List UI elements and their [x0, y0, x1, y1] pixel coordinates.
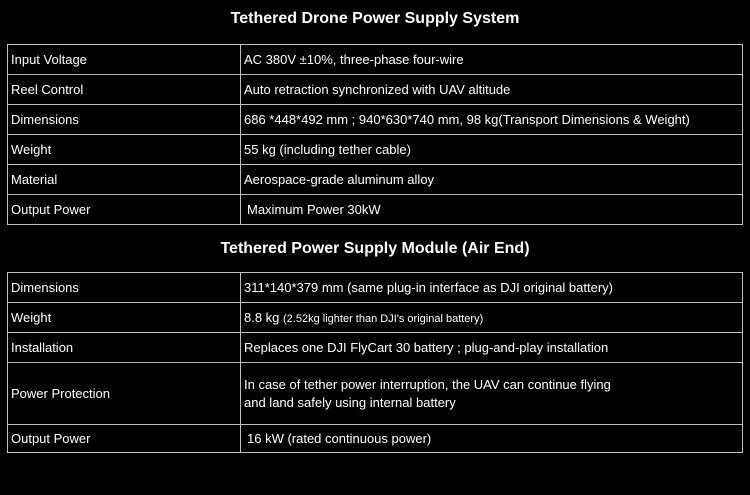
- weight-note: (2.52kg lighter than DJI's original battery): [283, 313, 484, 325]
- row-value: 16 kW (rated continuous power): [241, 425, 743, 453]
- row-value: [241, 303, 743, 333]
- row-value: [241, 105, 743, 135]
- module-spec-table: [7, 272, 743, 453]
- system-spec-table: [7, 44, 743, 225]
- row-label: Dimensions: [8, 273, 241, 303]
- table-row: [8, 273, 743, 303]
- dimensions-value: 686 *448*492 mm ; 940*630*740 mm, 98 kg: [244, 112, 499, 127]
- row-label: Weight: [8, 303, 241, 333]
- row-label: Reel Control: [8, 75, 241, 105]
- table-row: [8, 425, 743, 453]
- weight-value: 8.8 kg: [244, 310, 280, 325]
- row-label: Material: [8, 165, 241, 195]
- row-label: Weight: [8, 135, 241, 165]
- dimensions-note: (Transport Dimensions & Weight): [498, 112, 690, 127]
- protection-line-1: In case of tether power interruption, the UAV can continue flying: [244, 376, 611, 392]
- row-value: 55 kg (including tether cable): [241, 135, 743, 165]
- row-label: Dimensions: [8, 105, 241, 135]
- protection-line-2: and land safely using internal battery: [244, 394, 456, 410]
- table-row: [8, 165, 743, 195]
- system-section-title: Tethered Drone Power Supply System: [230, 10, 520, 27]
- row-value: Auto retraction synchronized with UAV altitude: [241, 75, 743, 105]
- module-section-title: Tethered Power Supply Module (Air End): [220, 240, 530, 257]
- row-value: Aerospace-grade aluminum alloy: [241, 165, 743, 195]
- row-label: Power Protection: [8, 363, 241, 425]
- table-row: [8, 75, 743, 105]
- row-value: Replaces one DJI FlyCart 30 battery ; plug-and-play installation: [241, 333, 743, 363]
- row-value: Maximum Power 30kW: [241, 195, 743, 225]
- table-row: [8, 333, 743, 363]
- row-value: [241, 363, 743, 425]
- row-label: Installation: [8, 333, 241, 363]
- table-row: [8, 195, 743, 225]
- table-row: [8, 105, 743, 135]
- row-label: Output Power: [8, 425, 241, 453]
- table-row: [8, 303, 743, 333]
- row-label: Output Power: [8, 195, 241, 225]
- row-label: Input Voltage: [8, 45, 241, 75]
- table-row: [8, 135, 743, 165]
- row-value: 311*140*379 mm (same plug-in interface as DJI original battery): [241, 273, 743, 303]
- row-value: AC 380V ±10%, three-phase four-wire: [241, 45, 743, 75]
- table-row: [8, 363, 743, 425]
- table-row: [8, 45, 743, 75]
